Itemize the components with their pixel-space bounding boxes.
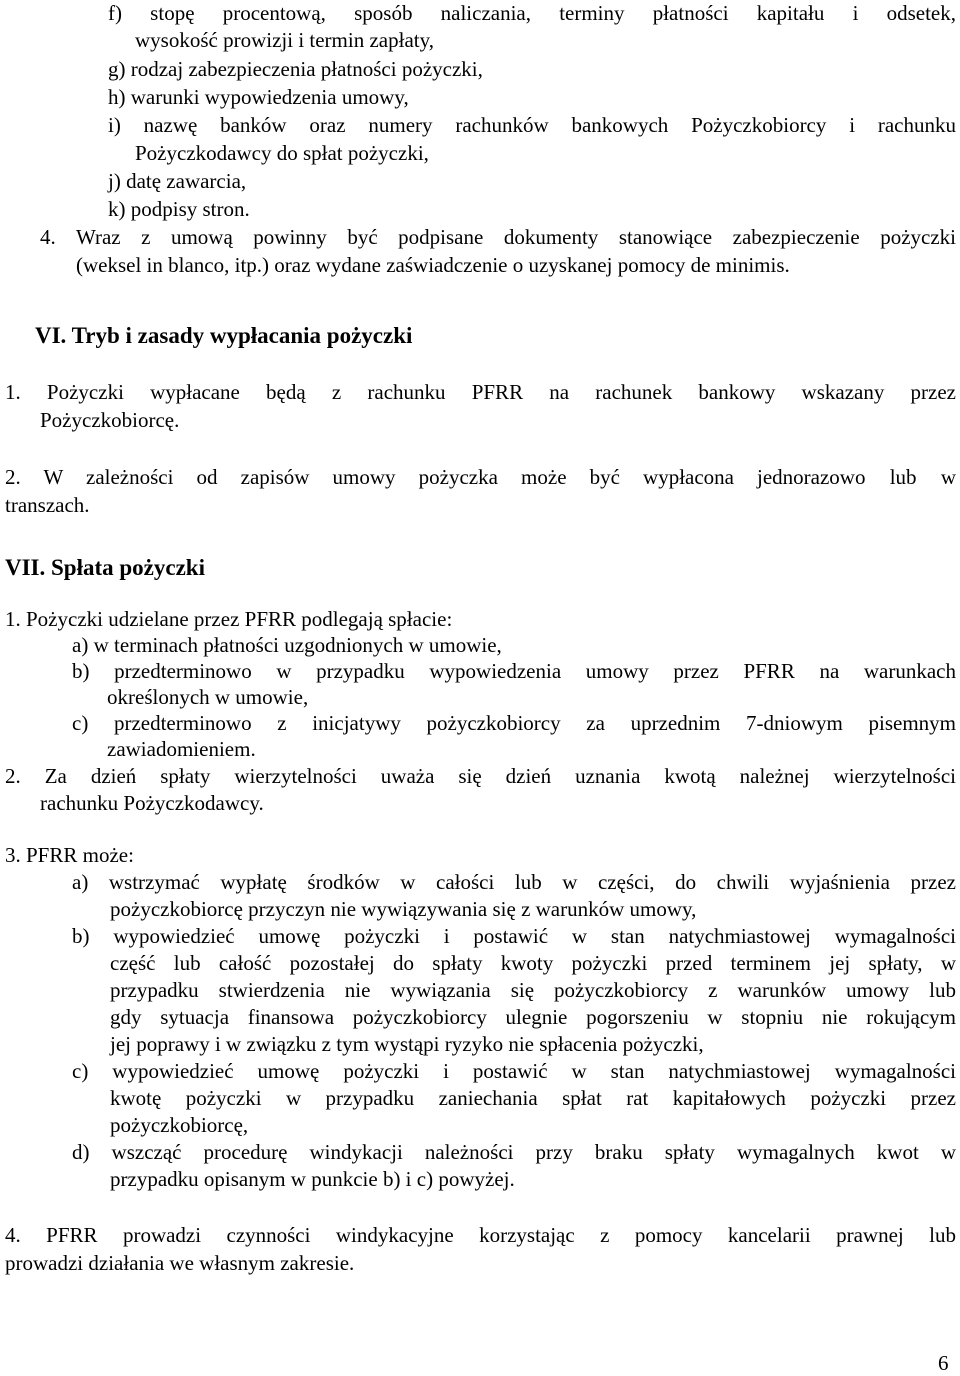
section-7-p3-item-b: b) wypowiedzieć umowę pożyczki i postawić w stan natychmiastowej wymagalności — [72, 924, 956, 948]
section-7-p3-item-d-continuation: przypadku opisanym w punkcie b) i c) powyżej. — [110, 1167, 515, 1191]
section-7-item-c-continuation: zawiadomieniem. — [107, 737, 256, 761]
section-7-p3-item-c: c) wypowiedzieć umowę pożyczki i postawić w stan natychmiastowej wymagalności — [72, 1059, 956, 1083]
section-7-p3-item-a: a) wstrzymać wypłatę środków w całości lub w części, do chwili wyjaśnienia przez — [72, 870, 956, 894]
list-item-f: f) stopę procentową, sposób naliczania, terminy płatności kapitału i odsetek, — [108, 1, 956, 25]
section-6-paragraph-1-continuation: Pożyczkobiorcę. — [40, 408, 180, 432]
list-item-j: j) datę zawarcia, — [108, 169, 247, 193]
section-7-item-b-continuation: określonych w umowie, — [107, 685, 309, 709]
section-7-paragraph-2: 2. Za dzień spłaty wierzytelności uważa się dzień uznania kwotą należnej wierzytelności — [5, 764, 956, 788]
section-7-p3-item-d: d) wszcząć procedurę windykacji należności przy braku spłaty wymagalnych kwot w — [72, 1140, 956, 1164]
page-number: 6 — [938, 1351, 949, 1375]
section-7-item-c: c) przedterminowo z inicjatywy pożyczkobiorcy za uprzednim 7-dniowym pisemnym — [72, 711, 956, 735]
section-6-paragraph-2-continuation: transzach. — [5, 493, 90, 517]
section-7-item-b: b) przedterminowo w przypadku wypowiedzenia umowy przez PFRR na warunkach — [72, 659, 956, 683]
section-7-p3-item-b-line-4: gdy sytuacja finansowa pożyczkobiorcy ulegnie pogorszeniu w stopniu nie rokującym — [110, 1005, 956, 1029]
section-7-p3-item-b-line-5: jej poprawy i w związku z tym wystąpi ryzyko nie spłacenia pożyczki, — [110, 1032, 704, 1056]
section-7-paragraph-4-continuation: prowadzi działania we własnym zakresie. — [5, 1251, 355, 1275]
section-6-paragraph-1: 1. Pożyczki wypłacane będą z rachunku PFRR na rachunek bankowy wskazany przez — [5, 380, 956, 404]
item-4-number: 4. — [40, 225, 56, 249]
section-7-p3-item-c-line-2: kwotę pożyczki w przypadku zaniechania spłat rat kapitałowych pożyczki przez — [110, 1086, 956, 1110]
item-4-text: Wraz z umową powinny być podpisane dokumenty stanowiące zabezpieczenie pożyczki — [76, 225, 956, 249]
list-item-k: k) podpisy stron. — [108, 197, 250, 221]
section-7-p3-item-b-line-3: przypadku stwierdzenia nie wywiązania się pożyczkobiorcy z warunków umowy lub — [110, 978, 956, 1002]
section-7-paragraph-2-continuation: rachunku Pożyczkodawcy. — [40, 791, 264, 815]
section-7-p3-item-c-line-3: pożyczkobiorcę, — [110, 1113, 249, 1137]
list-item-i: i) nazwę banków oraz numery rachunków bankowych Pożyczkobiorcy i rachunku — [108, 113, 956, 137]
list-item-i-continuation: Pożyczkodawcy do spłat pożyczki, — [135, 141, 429, 165]
section-7-p3-item-a-continuation: pożyczkobiorcę przyczyn nie wywiązywania się z warunków umowy, — [110, 897, 697, 921]
item-4-continuation: (weksel in blanco, itp.) oraz wydane zaświadczenie o uzyskanej pomocy de minimis. — [76, 253, 790, 277]
section-7-paragraph-4: 4. PFRR prowadzi czynności windykacyjne korzystając z pomocy kancelarii prawnej lub — [5, 1223, 956, 1247]
section-6-paragraph-2: 2. W zależności od zapisów umowy pożyczka może być wypłacona — [5, 465, 734, 489]
section-7-paragraph-1: 1. Pożyczki udzielane przez PFRR podlegają spłacie: — [5, 607, 453, 631]
list-item-h: h) warunki wypowiedzenia umowy, — [108, 85, 409, 109]
list-item-g: g) rodzaj zabezpieczenia płatności pożyczki, — [108, 57, 483, 81]
section-7-heading: VII. Spłata pożyczki — [5, 555, 205, 580]
list-item-f-continuation: wysokość prowizji i termin zapłaty, — [135, 28, 434, 52]
section-7-paragraph-3: 3. PFRR może: — [5, 843, 134, 867]
section-7-item-a: a) w terminach płatności uzgodnionych w umowie, — [72, 633, 502, 657]
section-6-paragraph-2-end: jednorazowo lub w — [757, 465, 956, 489]
section-7-p3-item-b-line-2: część lub całość pozostałej do spłaty kwoty pożyczki przed terminem jej spłaty, w — [110, 951, 956, 975]
section-6-heading: VI. Tryb i zasady wypłacania pożyczki — [35, 323, 413, 348]
